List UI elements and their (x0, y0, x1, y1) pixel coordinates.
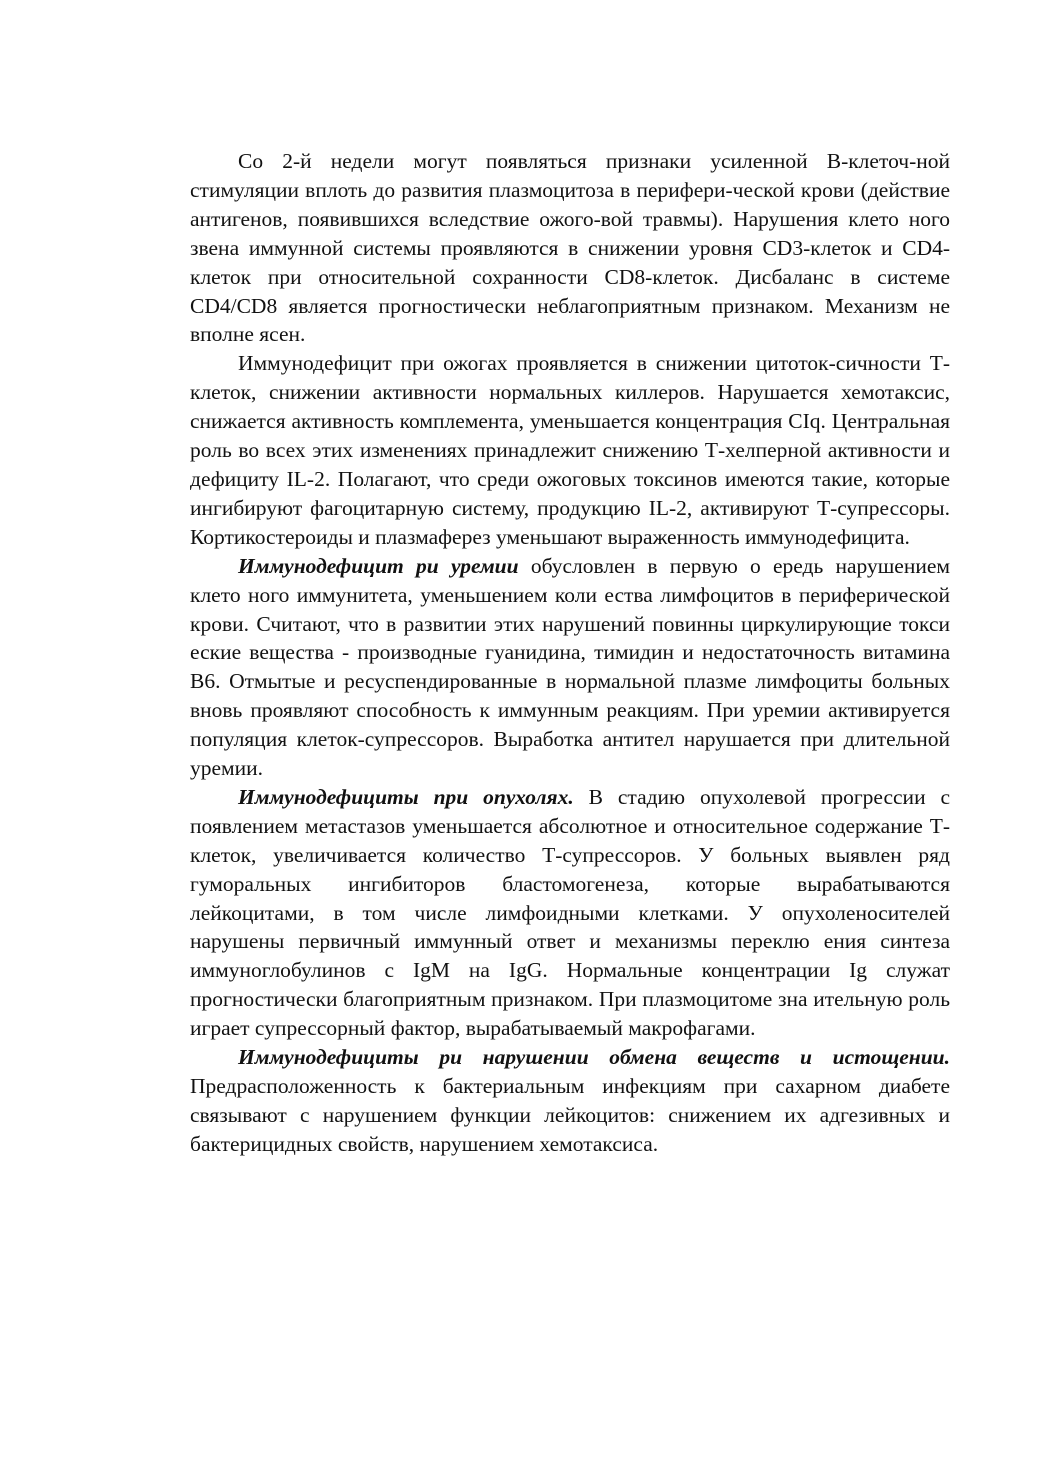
paragraph-heading: Иммунодефицит ри уремии (238, 553, 519, 578)
paragraph-heading: Иммунодефициты ри нарушении обмена веществ и истощении. (238, 1045, 950, 1070)
paragraph-burn-immunodeficiency (190, 349, 950, 551)
paragraph-text: Со 2-й недели могут появляться признаки усиленной В-клеточ-ной стимуляции вплоть до развития плазмоцитоза в перифери-ческой крови (действие антигенов, появившихся вследствие ожого-вой травмы). Нарушения клето ного звена иммунной системы проявляются в снижении уровня CD3-клеток и CD4-клеток при относительной сохранности CD8-клеток. Дисбаланс в системе CD4/CD8 является прогностически неблагоприятным признаком. Механизм не вполне ясен. (190, 149, 950, 347)
paragraph-text: Предрасположенность к бактериальным инфекциям при сахарном диабете связывают с нарушением функции лейкоцитов: снижением их адгезивных и бактерицидных свойств, нарушением хемотаксиса. (190, 1074, 950, 1156)
paragraph-text: В стадию опухолевой прогрессии с появлением метастазов уменьшается абсолютное и относительное содержание Т-клеток, увеличивается количество Т-супрессоров. У больных выявлен ряд гуморальных ингибиторов бластомогенеза, которые вырабатываются лейкоцитами, в том числе лимфоидными клетками. У опухоленосителей нарушены первичный иммунный ответ и механизмы переклю ения синтеза иммуноглобулинов с IgM на IgG. Нормальные концентрации Ig служат прогностически благоприятным признаком. При плазмоцитоме зна ительную роль играет супрессорный фактор, вырабатываемый макрофагами. (190, 784, 950, 1041)
paragraph-text: обусловлен в первую о ередь нарушением клето ного иммунитета, уменьшением коли ества лимфоцитов в периферической крови. Считают, что в развитии этих нарушений повинны циркулирующие токси еские вещества - производные гуанидина, тимидин и недостаточность витамина В6. Отмытые и ресуспендированные в нормальной плазме лимфоциты больных вновь проявляют способность к иммунным реакциям. При уремии активируется популяция клеток-супрессоров. Выработка антител нарушается при длительной уремии. (190, 553, 950, 781)
paragraph-metabolic-immunodeficiency (190, 1043, 950, 1159)
paragraph-b-cell-stimulation (190, 147, 950, 349)
body-text (190, 147, 950, 1159)
paragraph-tumor-immunodeficiency (190, 783, 950, 1043)
paragraph-text: Иммунодефицит при ожогах проявляется в снижении цитоток-сичности Т-клеток, снижении активности нормальных киллеров. Нарушается хемотаксис, снижается активность комплемента, уменьшается концентрация CIq. Центральная роль во всех этих изменениях принадлежит снижению Т-хелперной активности и дефициту IL-2. Полагают, что среди ожоговых токсинов имеются такие, которые ингибируют фагоцитарную систему, продукцию IL-2, активируют Т-супрессоры. Кортикостероиды и плазмаферез уменьшают выраженность иммунодефицита. (190, 351, 950, 549)
paragraph-heading: Иммунодефициты при опухолях. (238, 784, 574, 809)
paragraph-uremia-immunodeficiency (190, 552, 950, 783)
